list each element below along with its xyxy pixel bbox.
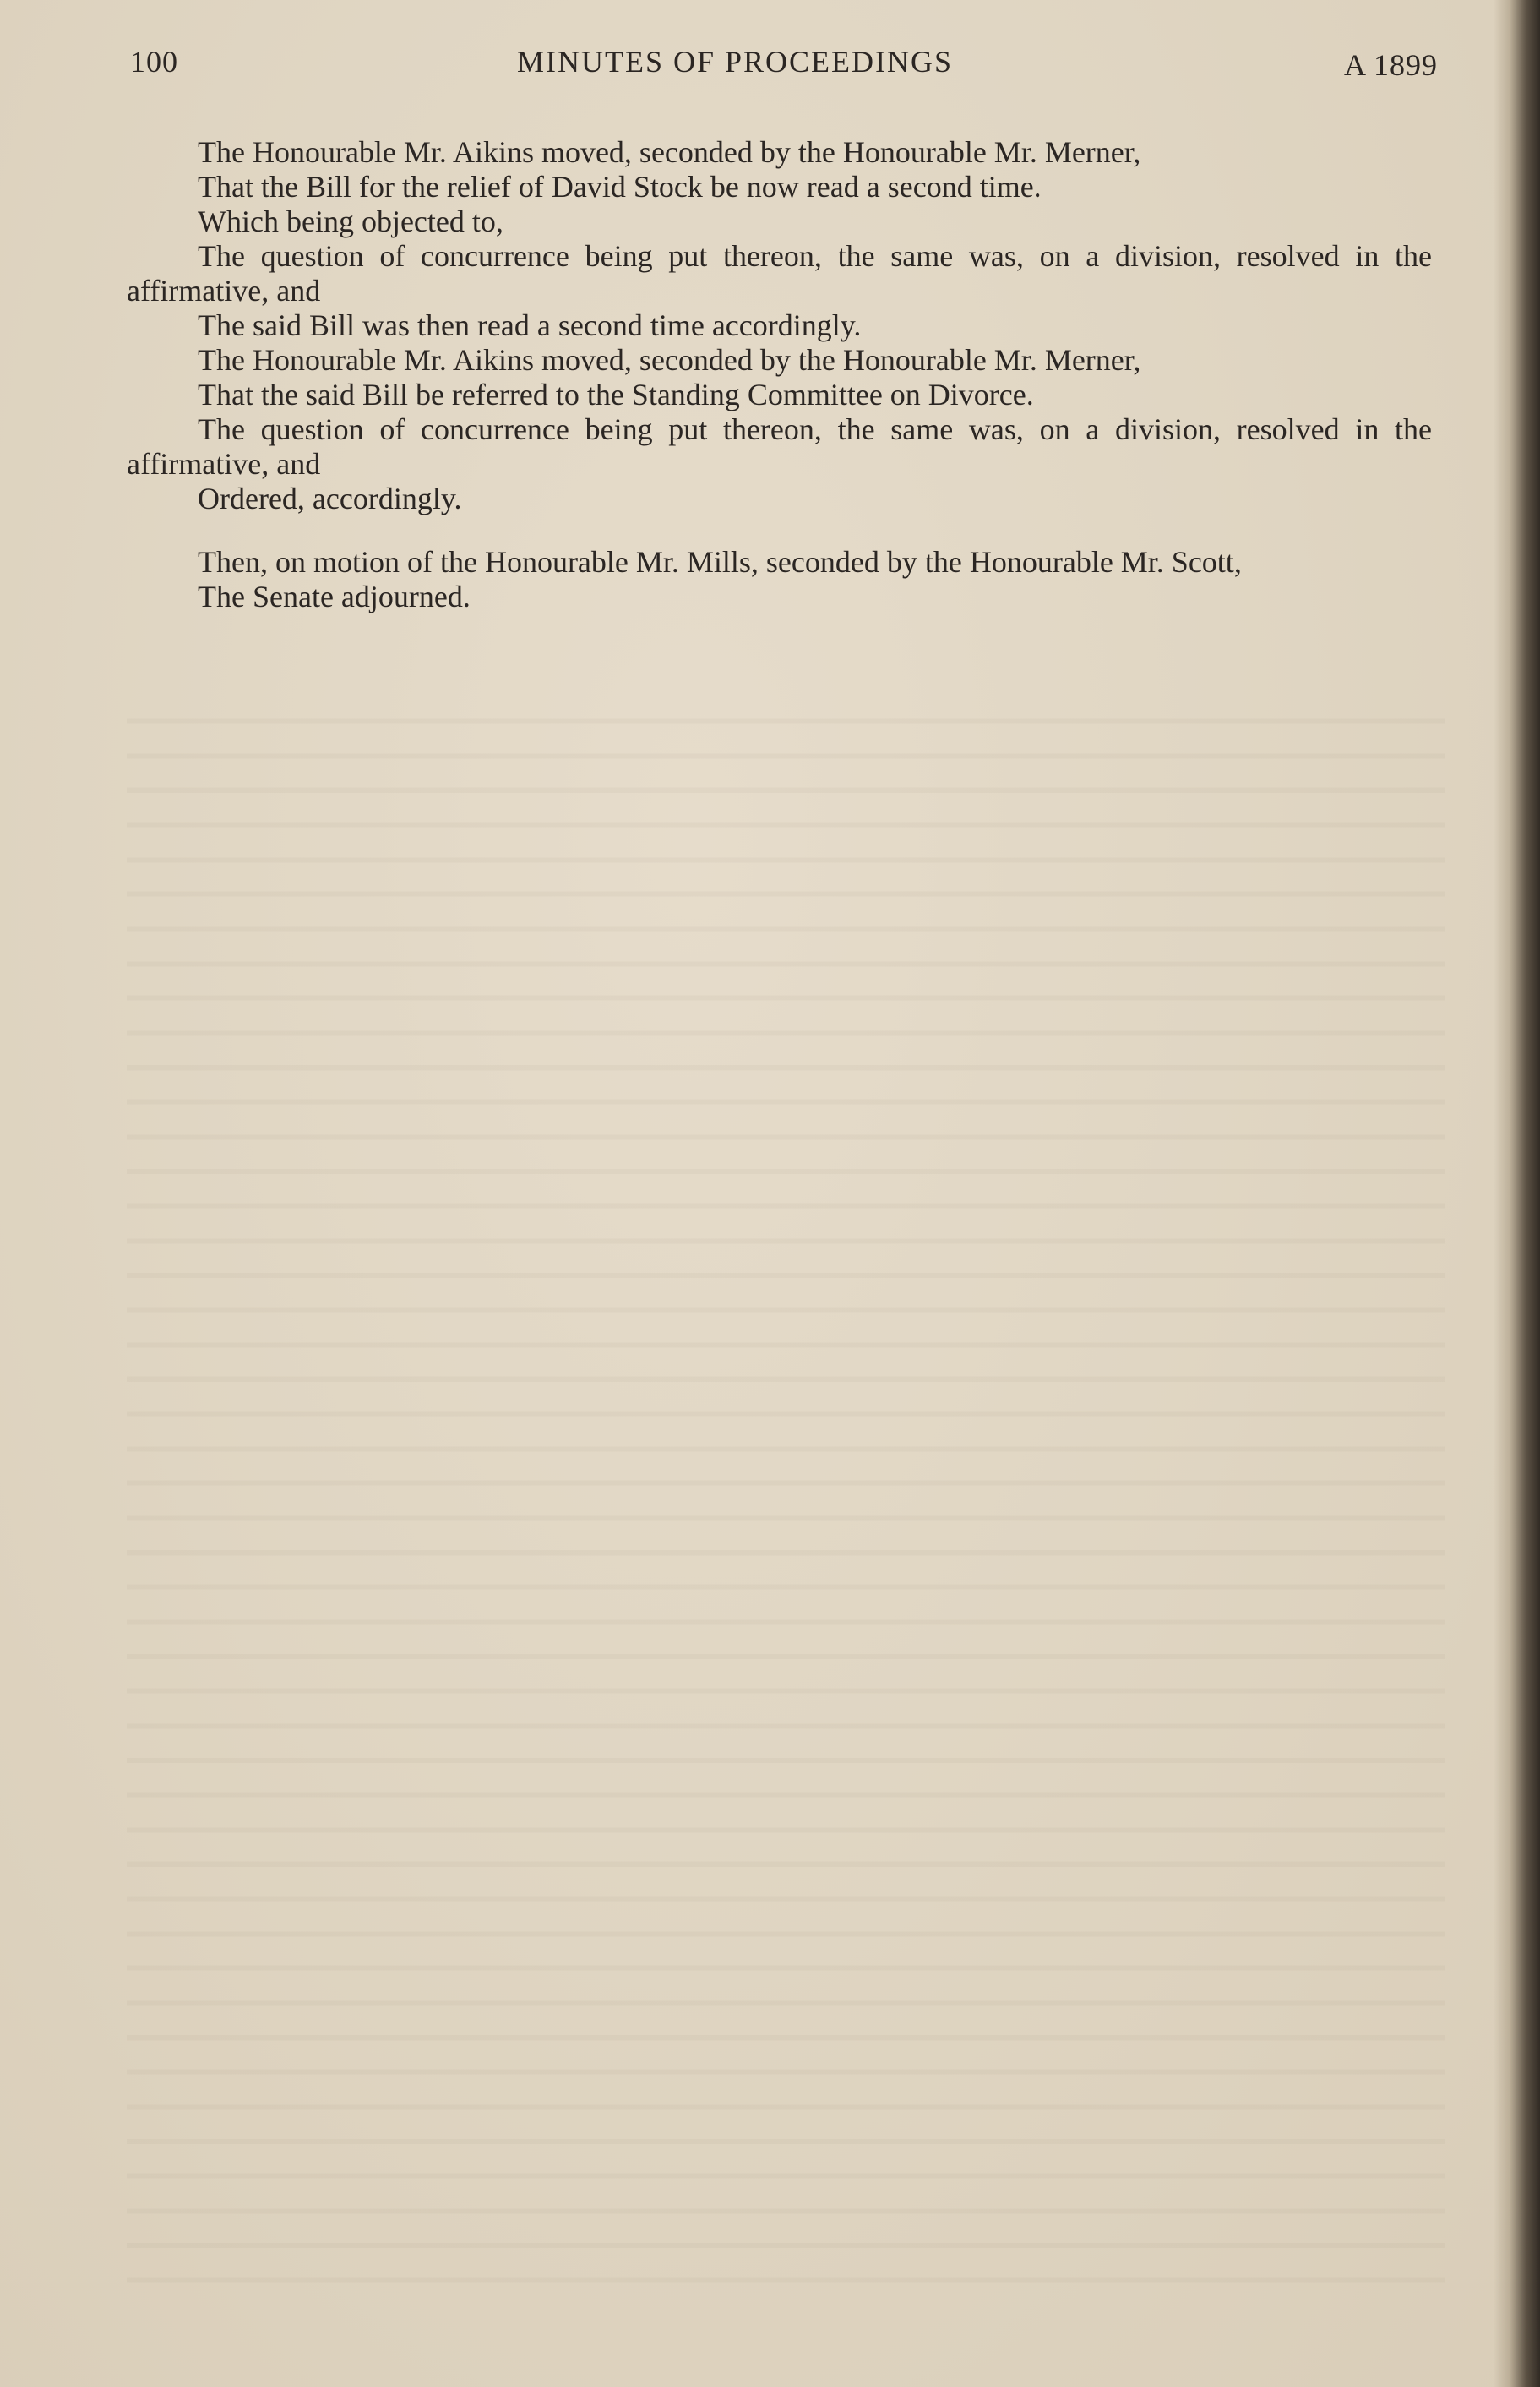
paragraph: Which being objected to, [198, 204, 503, 238]
binding-shadow [1494, 0, 1540, 2387]
paragraph: The question of concurrence being put thereon, the same was, on a division, resolved in the affirmative, and [127, 239, 1432, 308]
page-title: MINUTES OF PROCEEDINGS [517, 45, 954, 79]
minutes-body [127, 135, 1432, 614]
paragraph: The said Bill was then read a second time accordingly. [198, 308, 862, 342]
paragraph: That the Bill for the relief of David Stock be now read a second time. [198, 170, 1042, 204]
page-number: 100 [130, 45, 178, 79]
paragraph: The question of concurrence being put thereon, the same was, on a division, resolved in the affirmative, and [127, 412, 1432, 481]
paragraph: That the said Bill be referred to the Standing Committee on Divorce. [198, 378, 1034, 411]
running-head [127, 44, 1445, 86]
section-spacer [127, 516, 1432, 545]
paragraph: The Honourable Mr. Aikins moved, seconded by the Honourable Mr. Merner, [198, 343, 1141, 377]
paragraph: The Honourable Mr. Aikins moved, seconded by the Honourable Mr. Merner, [198, 135, 1141, 169]
paragraph: Then, on motion of the Honourable Mr. Mills, seconded by the Honourable Mr. Scott, [198, 545, 1242, 579]
paragraph: Ordered, accordingly. [198, 482, 462, 515]
series-year: A 1899 [1343, 48, 1438, 82]
paragraph: The Senate adjourned. [198, 580, 471, 613]
bleed-through-texture [127, 693, 1445, 2298]
